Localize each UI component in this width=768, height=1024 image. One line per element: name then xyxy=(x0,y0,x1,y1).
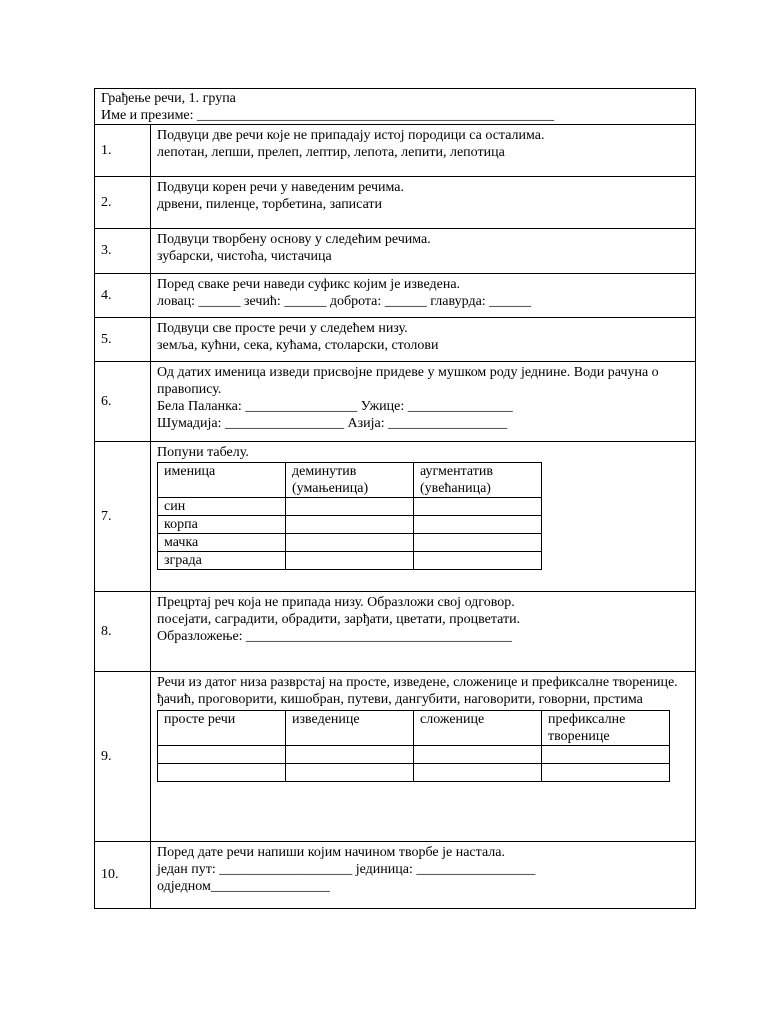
answer-cell[interactable] xyxy=(286,516,414,534)
task-number: 4. xyxy=(95,274,151,317)
task-number: 1. xyxy=(95,125,151,176)
table-row-label: зграда xyxy=(158,552,286,570)
explanation-field[interactable]: Образложење: ______________________________________ xyxy=(157,629,513,644)
answer-cell[interactable] xyxy=(414,498,542,516)
task-number: 5. xyxy=(95,318,151,361)
answer-cell[interactable] xyxy=(158,746,286,764)
task-instruction: Подвуци творбену основу у следећим речима. xyxy=(157,232,431,247)
task-row-5 xyxy=(95,318,695,362)
task-words: дрвени, пиленце, торбетина, записати xyxy=(157,197,383,212)
task-words: ђачић, проговорити, кишобран, путеви, дангубити, наговорити, говорни, прстима xyxy=(157,692,643,707)
task-instruction: Подвуци корен речи у наведеним речима. xyxy=(157,180,404,195)
task-number: 8. xyxy=(95,592,151,671)
answer-cell[interactable] xyxy=(286,534,414,552)
task-instruction: Од датих именица изведи присвојне придеве у мушком роду једнине. Води рачуна о правопису. xyxy=(157,365,659,397)
task-words: посејати, саградити, обрадити, зарђати, цветати, процветати. xyxy=(157,612,521,627)
task-number: 7. xyxy=(95,442,151,591)
task-row-9 xyxy=(95,672,695,842)
table-header-cell: сложенице xyxy=(414,711,542,746)
table-header-cell: именица xyxy=(158,463,286,498)
task-row-4 xyxy=(95,274,695,318)
name-field[interactable]: Име и презиме: ___________________________________________________ xyxy=(101,108,555,123)
answer-cell[interactable] xyxy=(414,746,542,764)
task-row-3 xyxy=(95,229,695,274)
answer-cell[interactable] xyxy=(286,746,414,764)
table-header-cell: просте речи xyxy=(158,711,286,746)
task-row-1 xyxy=(95,125,695,177)
answer-cell[interactable] xyxy=(286,498,414,516)
task-number: 10. xyxy=(95,842,151,908)
table-row-label: мачка xyxy=(158,534,286,552)
task-number: 6. xyxy=(95,362,151,441)
task-words: зубарски, чистоћа, чистачица xyxy=(157,249,332,264)
answer-cell[interactable] xyxy=(286,764,414,782)
task-row-8 xyxy=(95,592,695,672)
task-number: 3. xyxy=(95,229,151,273)
task-row-2 xyxy=(95,177,695,229)
task-blanks[interactable]: Шумадија: _________________ Азија: _________________ xyxy=(157,416,508,431)
task-blanks[interactable]: Бела Паланка: ________________ Ужице: _______________ xyxy=(157,399,513,414)
worksheet-header xyxy=(95,89,695,125)
answer-cell[interactable] xyxy=(286,552,414,570)
table-row-label: корпа xyxy=(158,516,286,534)
task-blanks[interactable]: одједном_________________ xyxy=(157,879,330,894)
task-words: земља, кућни, сека, кућама, столарски, столови xyxy=(157,338,439,353)
answer-cell[interactable] xyxy=(414,534,542,552)
task-instruction: Речи из датог низа разврстај на просте, изведене, сложенице и префиксалне творенице. xyxy=(157,675,678,690)
table-header-cell: деминутив (умањеница) xyxy=(286,463,414,498)
worksheet xyxy=(94,88,696,909)
table-header-cell: аугментатив (увећаница) xyxy=(414,463,542,498)
classification-table xyxy=(157,710,670,782)
worksheet-title: Грађење речи, 1. група xyxy=(101,91,236,106)
task-row-6 xyxy=(95,362,695,442)
fill-in-table xyxy=(157,462,542,570)
answer-cell[interactable] xyxy=(542,764,670,782)
task-instruction: Попуни табелу. xyxy=(157,445,249,460)
task-instruction: Поред сваке речи наведи суфикс којим је изведена. xyxy=(157,277,461,292)
answer-cell[interactable] xyxy=(414,764,542,782)
task-instruction: Подвуци две речи које не припадају истој породици са осталима. xyxy=(157,128,545,143)
answer-cell[interactable] xyxy=(414,552,542,570)
table-row-label: син xyxy=(158,498,286,516)
answer-cell[interactable] xyxy=(414,516,542,534)
task-blanks[interactable]: ловац: ______ зечић: ______ доброта: ______ главурда: ______ xyxy=(157,294,532,309)
task-blanks[interactable]: један пут: ___________________ јединица: _________________ xyxy=(157,862,536,877)
task-number: 2. xyxy=(95,177,151,228)
answer-cell[interactable] xyxy=(158,764,286,782)
task-row-7 xyxy=(95,442,695,592)
task-number: 9. xyxy=(95,672,151,841)
table-header-cell: префиксалне творенице xyxy=(542,711,670,746)
table-header-cell: изведенице xyxy=(286,711,414,746)
task-instruction: Поред дате речи напиши којим начином творбе је настала. xyxy=(157,845,505,860)
task-words: лепотан, лепши, прелеп, лептир, лепота, лепити, лепотица xyxy=(157,145,505,160)
task-row-10 xyxy=(95,842,695,908)
task-instruction: Прецртај реч која не припада низу. Образложи свој одговор. xyxy=(157,595,515,610)
task-instruction: Подвуци све просте речи у следећем низу. xyxy=(157,321,408,336)
answer-cell[interactable] xyxy=(542,746,670,764)
